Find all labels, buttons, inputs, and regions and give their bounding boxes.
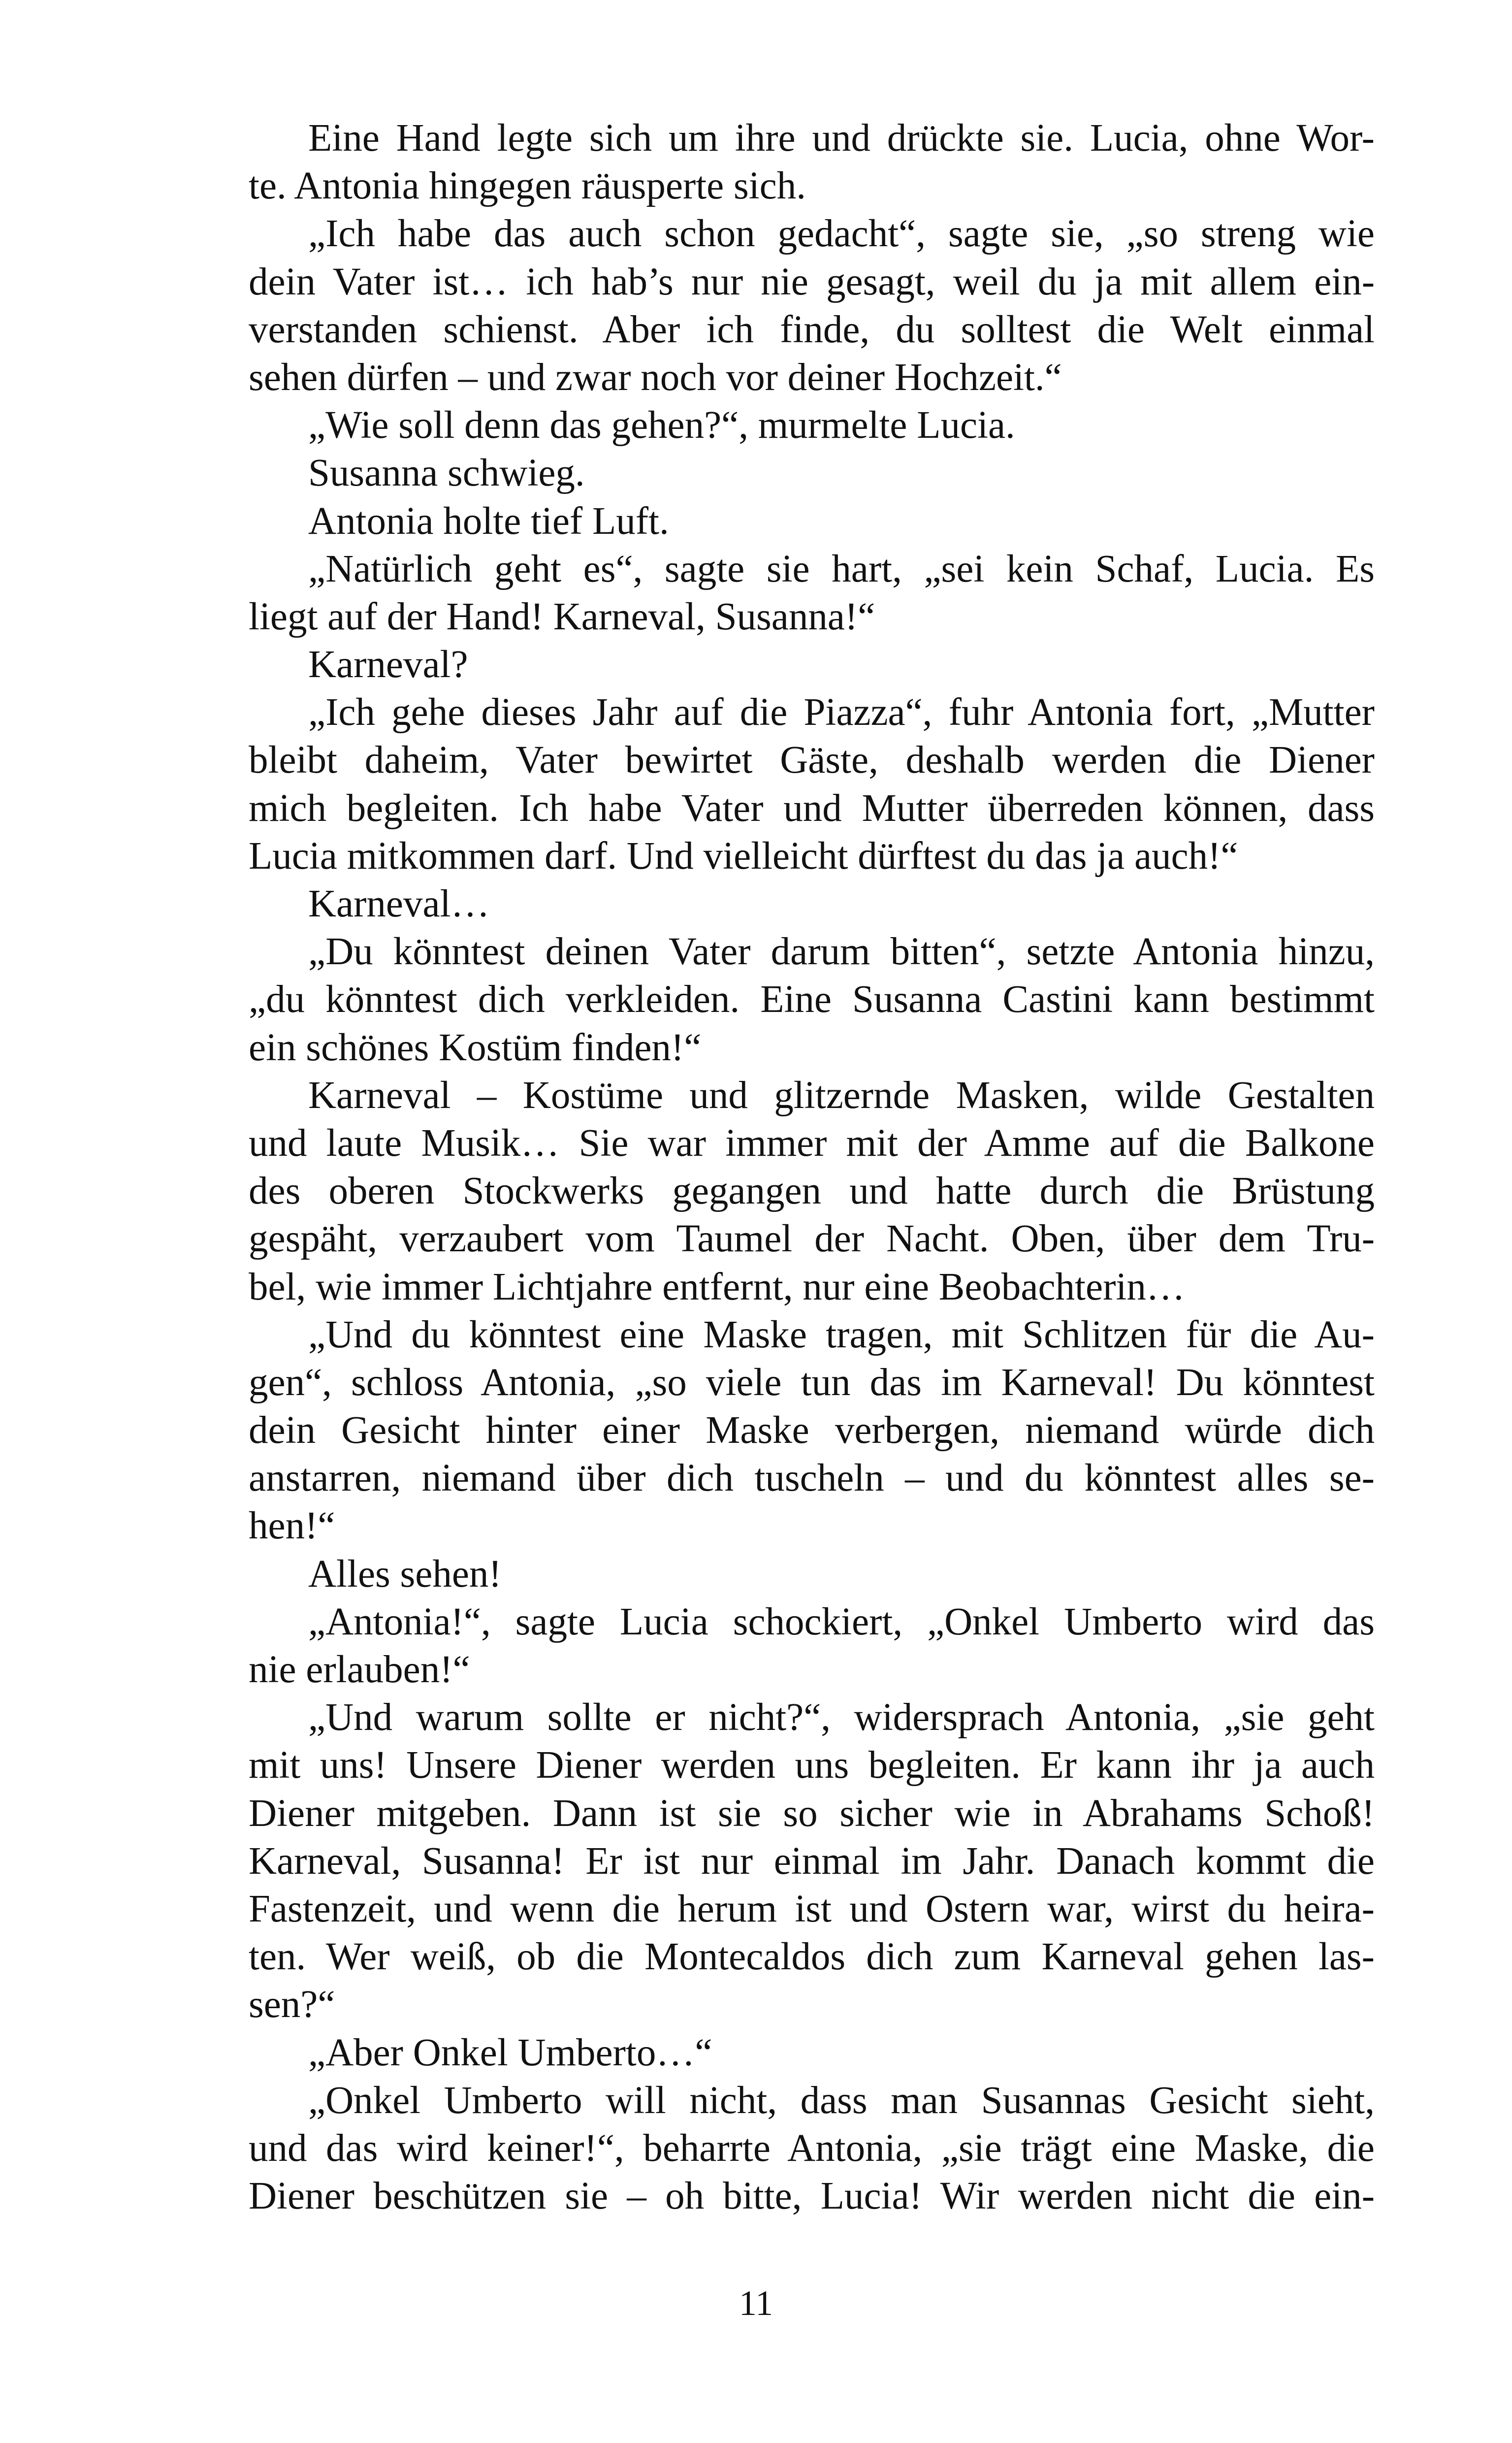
text-line: bel, wie immer Lichtjahre entfernt, nur eine Beobachterin… (249, 1265, 1185, 1308)
text-line: gen“, schloss Antonia, „so viele tun das im Karneval! Du könntest (249, 1361, 1375, 1404)
text-line: Lucia mitkommen darf. Und vielleicht dürftest du das ja auch!“ (249, 834, 1238, 878)
text-line: „Ich gehe dieses Jahr auf die Piazza“, fuhr Antonia fort, „Mutter (308, 691, 1375, 734)
text-line: nie erlauben!“ (249, 1648, 470, 1691)
text-line: te. Antonia hingegen räusperte sich. (249, 164, 806, 208)
text-line: Karneval, Susanna! Er ist nur einmal im Jahr. Danach kommt die (249, 1839, 1375, 1883)
text-line: dein Gesicht hinter einer Maske verbergen, niemand würde dich (249, 1409, 1375, 1452)
page-number: 11 (739, 2283, 773, 2323)
text-line: sehen dürfen – und zwar noch vor deiner Hochzeit.“ (249, 356, 1062, 399)
text-line: Eine Hand legte sich um ihre und drückte sie. Lucia, ohne Wor- (308, 117, 1375, 160)
text-line: „Und warum sollte er nicht?“, widersprach Antonia, „sie geht (308, 1696, 1375, 1739)
text-line: bleibt daheim, Vater bewirtet Gäste, deshalb werden die Diener (249, 739, 1375, 782)
text-line: ein schönes Kostüm finden!“ (249, 1026, 702, 1069)
text-line: Diener beschützen sie – oh bitte, Lucia! Wir werden nicht die ein- (249, 2175, 1375, 2218)
text-line: und das wird keiner!“, beharrte Antonia, „sie trägt eine Maske, die (249, 2126, 1375, 2170)
text-line: Karneval… (308, 882, 490, 925)
text-line: Diener mitgeben. Dann ist sie so sicher wie in Abrahams Schoß! (249, 1792, 1375, 1835)
text-line: mich begleiten. Ich habe Vater und Mutter überreden können, dass (249, 786, 1375, 830)
text-line: Antonia holte tief Luft. (308, 499, 669, 543)
text-line: liegt auf der Hand! Karneval, Susanna!“ (249, 595, 875, 638)
body-text (249, 114, 1375, 2220)
text-line: „Onkel Umberto will nicht, dass man Susannas Gesicht sieht, (308, 2079, 1375, 2122)
text-line: „Natürlich geht es“, sagte sie hart, „sei kein Schaf, Lucia. Es (308, 547, 1375, 590)
text-line: dein Vater ist… ich hab’s nur nie gesagt, weil du ja mit allem ein- (249, 260, 1375, 303)
text-line: Susanna schwieg. (308, 452, 585, 495)
text-line: Karneval? (308, 643, 468, 686)
text-line: „Wie soll denn das gehen?“, murmelte Lucia. (308, 404, 1015, 447)
text-line: „Ich habe das auch schon gedacht“, sagte sie, „so streng wie (308, 212, 1375, 256)
text-line: mit uns! Unsere Diener werden uns begleiten. Er kann ihr ja auch (249, 1744, 1375, 1787)
text-line: sen?“ (249, 1983, 335, 2026)
text-line: „Aber Onkel Umberto…“ (308, 2031, 712, 2074)
text-line: „Und du könntest eine Maske tragen, mit Schlitzen für die Au- (308, 1313, 1375, 1356)
text-line: Alles sehen! (308, 1552, 502, 1596)
text-line: anstarren, niemand über dich tuscheln – und du könntest alles se- (249, 1457, 1375, 1500)
text-line: ten. Wer weiß, ob die Montecaldos dich zum Karneval gehen las- (249, 1935, 1375, 1979)
text-line: Fastenzeit, und wenn die herum ist und Ostern war, wirst du heira- (249, 1887, 1375, 1930)
text-line: hen!“ (249, 1504, 335, 1548)
text-line: des oberen Stockwerks gegangen und hatte durch die Brüstung (249, 1170, 1375, 1213)
text-line: „du könntest dich verkleiden. Eine Susanna Castini kann bestimmt (249, 978, 1375, 1021)
text-line: gespäht, verzaubert vom Taumel der Nacht. Oben, über dem Tru- (249, 1217, 1375, 1261)
text-line: verstanden schienst. Aber ich finde, du solltest die Welt einmal (249, 308, 1375, 351)
text-line: „Du könntest deinen Vater darum bitten“, setzte Antonia hinzu, (308, 930, 1375, 974)
text-line: Karneval – Kostüme und glitzernde Masken, wilde Gestalten (308, 1074, 1375, 1117)
text-line: und laute Musik… Sie war immer mit der Amme auf die Balkone (249, 1121, 1375, 1165)
text-line: „Antonia!“, sagte Lucia schockiert, „Onkel Umberto wird das (308, 1600, 1375, 1643)
